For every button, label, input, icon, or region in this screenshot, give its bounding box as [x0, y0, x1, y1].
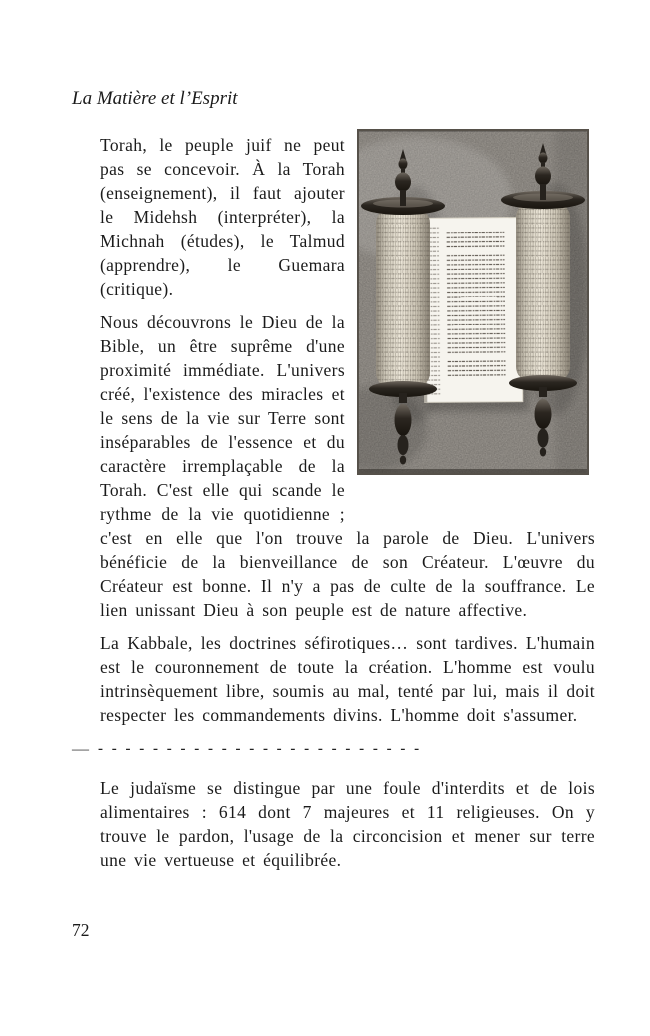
- footnote-body: [100, 776, 595, 872]
- torah-scroll-figure: [357, 129, 589, 475]
- hebrew-text-block-main: [447, 252, 506, 355]
- page-body: [100, 133, 595, 727]
- paragraph-torah: Torah, le peuple juif ne peut pas se concevoir. À la Torah (enseignement), il faut ajouter le Midehsh (interpréter), la Michnah (études), le Talmud (apprendre), le Guemara (critique).: [100, 135, 345, 299]
- hebrew-text-block-top: [446, 232, 504, 249]
- running-header-title: La Matière et l’Esprit: [72, 88, 238, 109]
- paragraph-judaisme: Le judaïsme se distingue par une foule d'interdits et de lois alimentaires : 614 dont 7 majeures et 11 religieuses. On y trouve le pardon, l'usage de la circoncision et mener sur terre une vie vertueuse et équilibrée.: [100, 778, 595, 870]
- page-number: 72: [72, 920, 90, 940]
- torah-scroll-image: [357, 129, 589, 475]
- separator-em-dash: —: [72, 739, 89, 758]
- paragraph-dieu-de-la-bible: Nous découvrons le Dieu de la Bible, un être suprême d'une proximité immédiate. L'univers créé, l'existence des miracles et le sens de la vie sur Terre sont inséparables de l'essence et du caractère irremplaçable de la Torah. C'est elle qui scande le rythme de la vie quotidienne ; c'est en elle que l'on trouve la parole de Dieu. L'univers bénéficie de la bienveillance de son Créateur. L'œuvre du Créateur est bonne. Il n'y a pas de culte de la souffrance. Le lien unissant Dieu à son peuple est de nature affective.: [100, 312, 595, 620]
- hebrew-text-block-bottom: [447, 358, 505, 377]
- paragraph-kabbale: La Kabbale, les doctrines séfirotiques… sont tardives. L'humain est le couronnement de toute la création. L'homme est voulu intrinsèquement libre, soumis au mal, tenté par lui, mais il doit respecter les commandements divins. L'homme doit s'assumer.: [100, 633, 595, 725]
- footnote-separator: [72, 739, 595, 759]
- separator-dashed-line: - - - - - - - - - - - - - - - - - - - - - - - -: [98, 741, 421, 757]
